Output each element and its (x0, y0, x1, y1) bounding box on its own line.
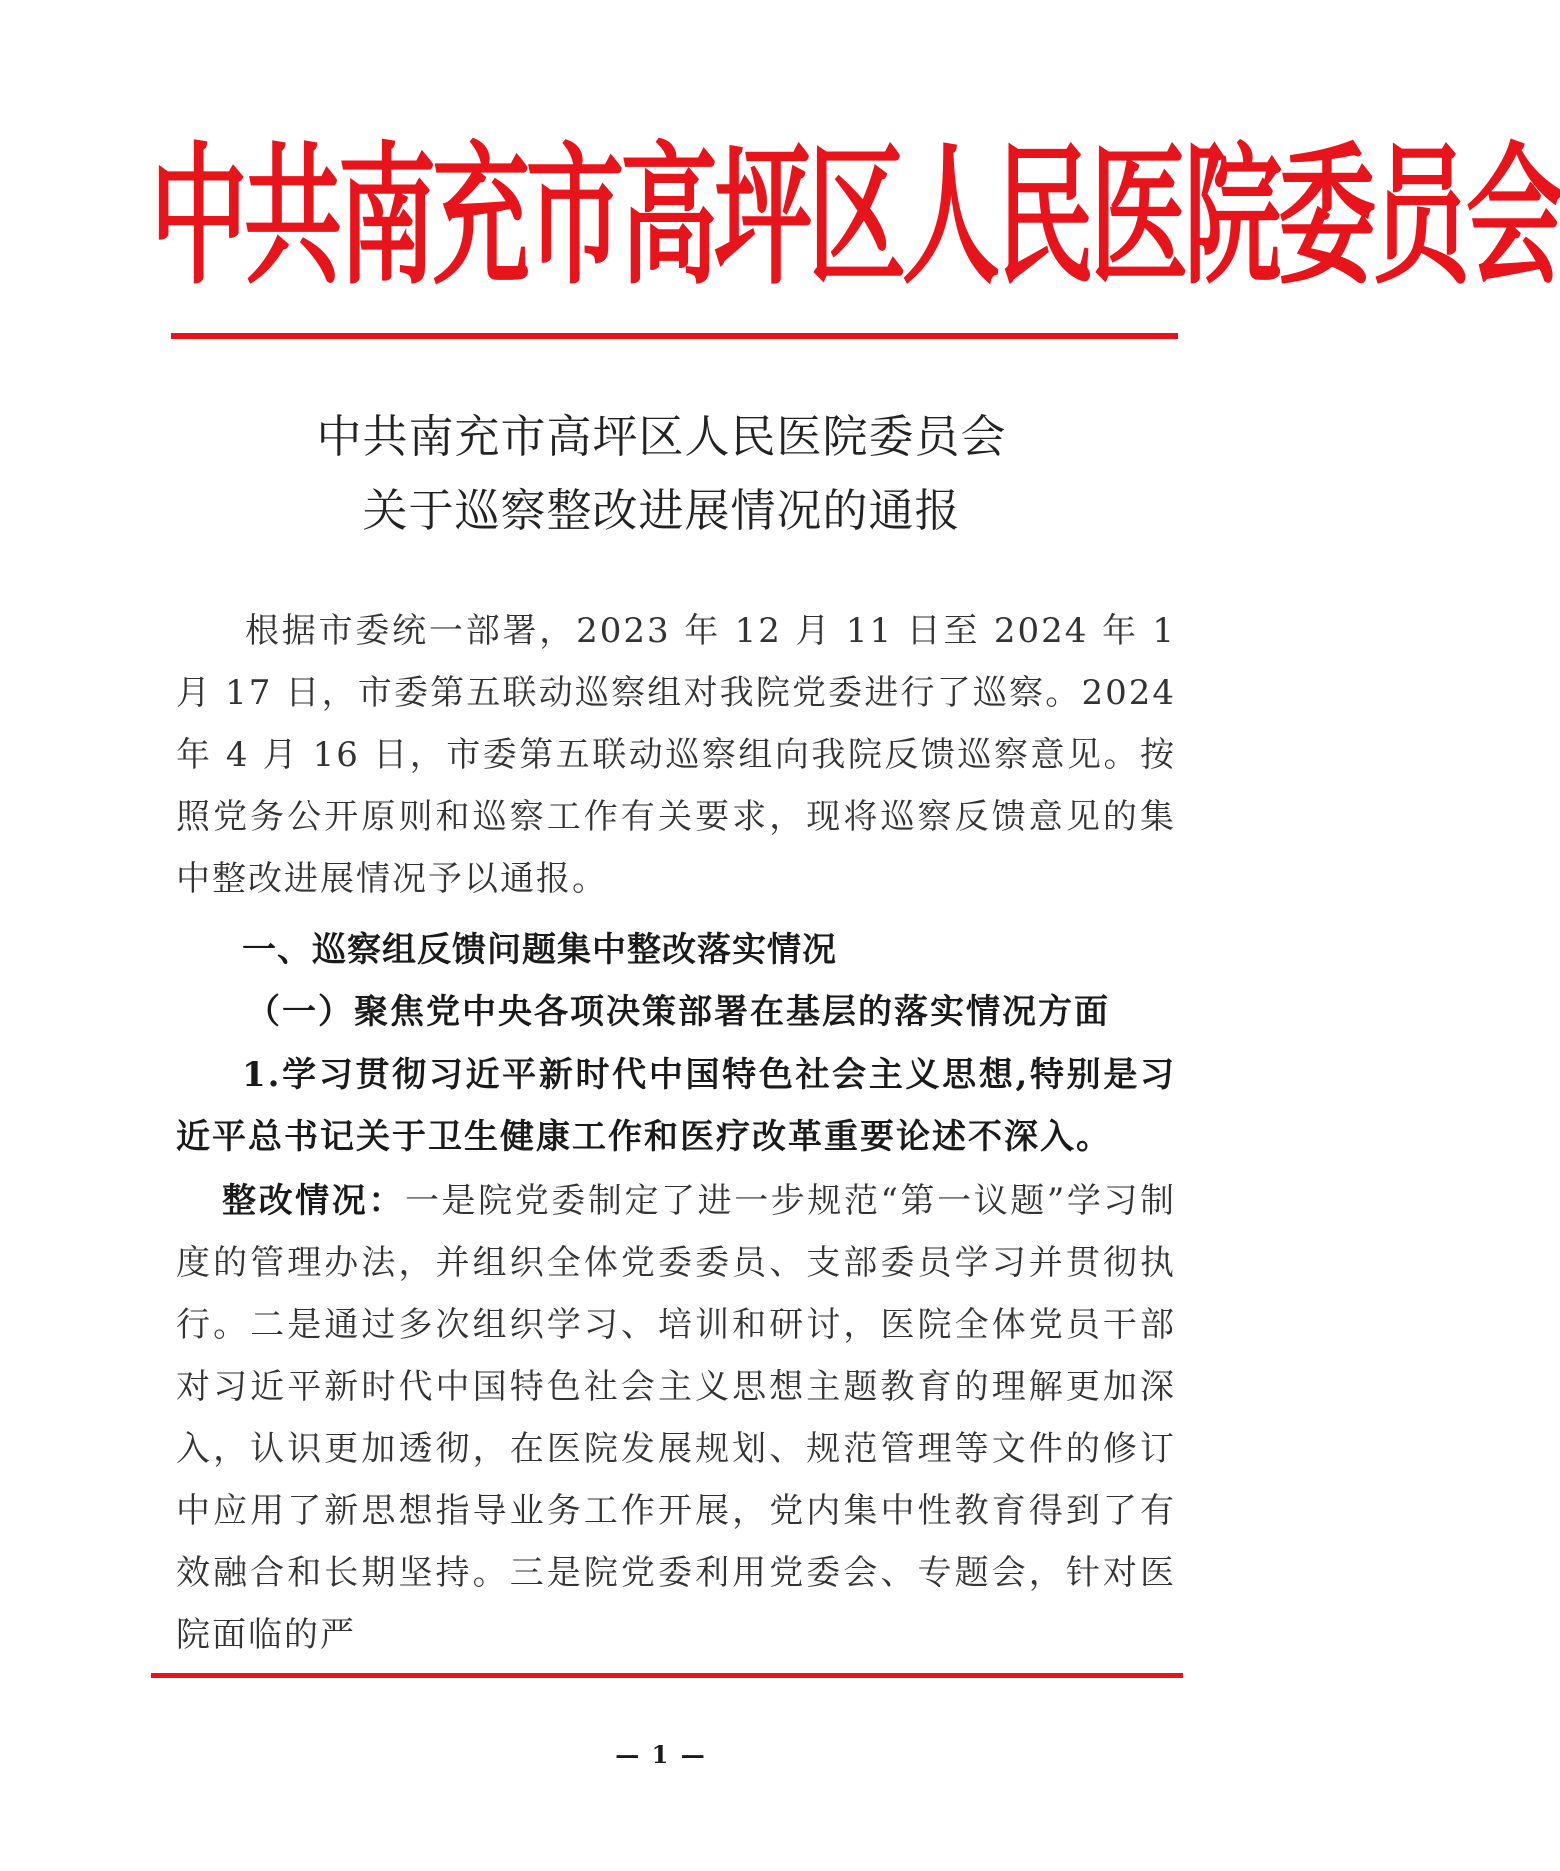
rectification-text: 一是院党委制定了进一步规范“第一议题”学习制度的管理办法，并组织全体党委委员、支部委员学习并贯彻执行。二是通过多次组织学习、培训和研讨，医院全体党员干部对习近平新时代中国特色社会主义思想主题教育的理解更加深入，认识更加透彻，在医院发展规划、规范管理等文件的修订中应用了新思想指导业务工作开展，党内集中性教育得到了有效融合和长期坚持。三是院党委利用党委会、专题会，针对医院面临的严 (176, 1181, 1177, 1655)
rectification-paragraph (176, 1170, 1176, 1666)
document-title-line1: 中共南充市高坪区人民医院委员会 (316, 410, 1007, 463)
section-heading-1: 一、巡察组反馈问题集中整改落实情况 (242, 930, 837, 970)
rectification-label: 整改情况： (222, 1181, 405, 1221)
document-title-line2: 关于巡察整改进展情况的通报 (362, 484, 961, 537)
page-number: — 1 — (615, 1740, 707, 1769)
subsection-heading-1: （一）聚焦党中央各项决策部署在基层的落实情况方面 (246, 992, 1110, 1032)
masthead-title: 中共南充市高坪区人民医院委员会 (150, 129, 1560, 307)
intro-paragraph: 根据市委统一部署，2023 年 12 月 11 日至 2024 年 1 月 17 日，市委第五联动巡察组对我院党委进行了巡察。2024 年 4 月 16 日，市委第五联动巡察组向我院反馈巡察意见。按照党务公开原则和巡察工作有关要求，现将巡察反馈意见的集中整改进展情况予以通报。 (176, 611, 1176, 899)
masthead-red-rule (171, 333, 1178, 339)
footer-red-rule (151, 1673, 1183, 1678)
issue-heading-1: 1.学习贯彻习近平新时代中国特色社会主义思想,特别是习近平总书记关于卫生健康工作和医疗改革重要论述不深入。 (176, 1055, 1176, 1157)
